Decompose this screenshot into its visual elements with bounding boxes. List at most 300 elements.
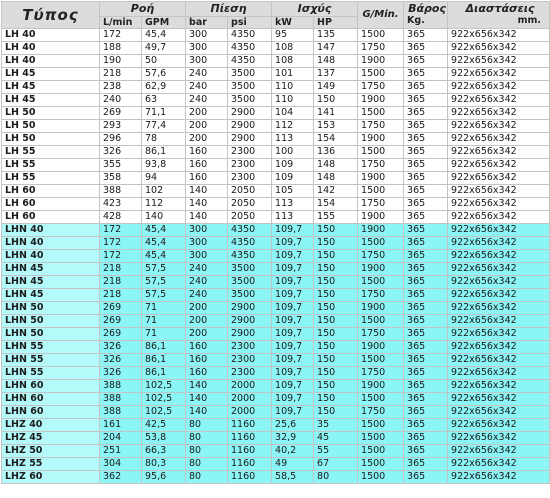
cell-weight: 365 bbox=[404, 55, 448, 68]
cell-dimensions: 922x656x342 bbox=[448, 185, 550, 198]
cell-pressure-bar: 300 bbox=[186, 237, 228, 250]
cell-pressure-psi: 1160 bbox=[228, 445, 272, 458]
cell-flow-gpm: 86,1 bbox=[142, 354, 186, 367]
cell-pressure-psi: 4350 bbox=[228, 237, 272, 250]
cell-flow-gpm: 42,5 bbox=[142, 419, 186, 432]
cell-model: LH 40 bbox=[2, 42, 100, 55]
cell-power-kw: 109,7 bbox=[272, 406, 314, 419]
cell-power-hp: 148 bbox=[314, 159, 358, 172]
cell-dimensions: 922x656x342 bbox=[448, 302, 550, 315]
cell-speed: 1900 bbox=[358, 224, 404, 237]
cell-pressure-psi: 1160 bbox=[228, 432, 272, 445]
cell-power-kw: 109,7 bbox=[272, 393, 314, 406]
cell-power-hp: 150 bbox=[314, 367, 358, 380]
cell-dimensions: 922x656x342 bbox=[448, 94, 550, 107]
cell-pressure-psi: 4350 bbox=[228, 42, 272, 55]
cell-pressure-bar: 240 bbox=[186, 94, 228, 107]
cell-pressure-psi: 2300 bbox=[228, 159, 272, 172]
cell-flow-gpm: 66,3 bbox=[142, 445, 186, 458]
cell-dimensions: 922x656x342 bbox=[448, 68, 550, 81]
cell-power-hp: 150 bbox=[314, 341, 358, 354]
cell-power-kw: 110 bbox=[272, 81, 314, 94]
cell-pressure-bar: 80 bbox=[186, 419, 228, 432]
cell-flow-lmin: 326 bbox=[100, 146, 142, 159]
cell-flow-gpm: 63 bbox=[142, 94, 186, 107]
table-row bbox=[2, 341, 550, 354]
table-row bbox=[2, 406, 550, 419]
cell-power-kw: 105 bbox=[272, 185, 314, 198]
table-row bbox=[2, 419, 550, 432]
cell-model: LH 55 bbox=[2, 172, 100, 185]
cell-model: LH 45 bbox=[2, 68, 100, 81]
header-weight-unit: Kg. bbox=[407, 15, 425, 26]
cell-pressure-psi: 4350 bbox=[228, 250, 272, 263]
cell-flow-lmin: 326 bbox=[100, 341, 142, 354]
cell-flow-lmin: 218 bbox=[100, 68, 142, 81]
cell-power-kw: 95 bbox=[272, 29, 314, 42]
cell-dimensions: 922x656x342 bbox=[448, 237, 550, 250]
cell-flow-lmin: 428 bbox=[100, 211, 142, 224]
cell-power-kw: 109,7 bbox=[272, 380, 314, 393]
cell-weight: 365 bbox=[404, 185, 448, 198]
cell-dimensions: 922x656x342 bbox=[448, 289, 550, 302]
cell-power-kw: 109,7 bbox=[272, 237, 314, 250]
cell-flow-gpm: 45,4 bbox=[142, 224, 186, 237]
cell-flow-lmin: 172 bbox=[100, 237, 142, 250]
table-row bbox=[2, 159, 550, 172]
cell-speed: 1500 bbox=[358, 107, 404, 120]
cell-flow-lmin: 355 bbox=[100, 159, 142, 172]
cell-weight: 365 bbox=[404, 198, 448, 211]
header-dimensions-label: Διαστάσεις bbox=[465, 2, 535, 15]
cell-dimensions: 922x656x342 bbox=[448, 120, 550, 133]
cell-pressure-psi: 3500 bbox=[228, 81, 272, 94]
table-row bbox=[2, 42, 550, 55]
pump-spec-table bbox=[1, 1, 550, 484]
cell-flow-gpm: 102,5 bbox=[142, 380, 186, 393]
cell-speed: 1500 bbox=[358, 29, 404, 42]
cell-power-hp: 155 bbox=[314, 211, 358, 224]
cell-pressure-psi: 2050 bbox=[228, 185, 272, 198]
cell-pressure-psi: 2000 bbox=[228, 380, 272, 393]
cell-dimensions: 922x656x342 bbox=[448, 263, 550, 276]
cell-model: LH 60 bbox=[2, 198, 100, 211]
cell-model: LH 50 bbox=[2, 133, 100, 146]
cell-flow-lmin: 326 bbox=[100, 354, 142, 367]
table-body bbox=[2, 29, 550, 484]
cell-model: LH 40 bbox=[2, 29, 100, 42]
unit-hp: HP bbox=[314, 17, 358, 29]
cell-pressure-psi: 2900 bbox=[228, 120, 272, 133]
cell-flow-gpm: 45,4 bbox=[142, 237, 186, 250]
cell-power-kw: 109,7 bbox=[272, 354, 314, 367]
cell-weight: 365 bbox=[404, 419, 448, 432]
cell-model: LHZ 55 bbox=[2, 458, 100, 471]
cell-pressure-bar: 80 bbox=[186, 445, 228, 458]
cell-speed: 1500 bbox=[358, 445, 404, 458]
header-dimensions-unit: mm. bbox=[517, 15, 542, 26]
cell-pressure-bar: 300 bbox=[186, 42, 228, 55]
unit-psi: psi bbox=[228, 17, 272, 29]
table-row bbox=[2, 224, 550, 237]
cell-weight: 365 bbox=[404, 42, 448, 55]
cell-pressure-bar: 240 bbox=[186, 81, 228, 94]
cell-flow-gpm: 102 bbox=[142, 185, 186, 198]
cell-power-hp: 150 bbox=[314, 263, 358, 276]
cell-dimensions: 922x656x342 bbox=[448, 29, 550, 42]
cell-speed: 1750 bbox=[358, 198, 404, 211]
cell-dimensions: 922x656x342 bbox=[448, 341, 550, 354]
cell-speed: 1500 bbox=[358, 419, 404, 432]
cell-power-kw: 109,7 bbox=[272, 276, 314, 289]
cell-speed: 1900 bbox=[358, 380, 404, 393]
unit-kw: kW bbox=[272, 17, 314, 29]
cell-weight: 365 bbox=[404, 432, 448, 445]
cell-power-hp: 55 bbox=[314, 445, 358, 458]
cell-model: LHN 50 bbox=[2, 328, 100, 341]
cell-weight: 365 bbox=[404, 393, 448, 406]
cell-flow-lmin: 172 bbox=[100, 250, 142, 263]
cell-power-hp: 45 bbox=[314, 432, 358, 445]
cell-flow-gpm: 71 bbox=[142, 315, 186, 328]
cell-dimensions: 922x656x342 bbox=[448, 354, 550, 367]
cell-flow-lmin: 269 bbox=[100, 328, 142, 341]
cell-power-hp: 150 bbox=[314, 406, 358, 419]
cell-model: LHN 45 bbox=[2, 276, 100, 289]
cell-flow-gpm: 57,5 bbox=[142, 263, 186, 276]
cell-model: LHZ 60 bbox=[2, 471, 100, 484]
table-row bbox=[2, 211, 550, 224]
cell-dimensions: 922x656x342 bbox=[448, 133, 550, 146]
cell-dimensions: 922x656x342 bbox=[448, 198, 550, 211]
cell-speed: 1750 bbox=[358, 328, 404, 341]
cell-speed: 1500 bbox=[358, 393, 404, 406]
cell-power-hp: 150 bbox=[314, 237, 358, 250]
cell-power-hp: 150 bbox=[314, 328, 358, 341]
cell-weight: 365 bbox=[404, 302, 448, 315]
cell-dimensions: 922x656x342 bbox=[448, 406, 550, 419]
cell-power-kw: 109 bbox=[272, 159, 314, 172]
cell-dimensions: 922x656x342 bbox=[448, 458, 550, 471]
cell-power-kw: 113 bbox=[272, 133, 314, 146]
cell-flow-gpm: 45,4 bbox=[142, 250, 186, 263]
header-pressure: Πίεση bbox=[186, 2, 272, 17]
table-row bbox=[2, 302, 550, 315]
cell-pressure-psi: 2300 bbox=[228, 341, 272, 354]
cell-power-kw: 109,7 bbox=[272, 328, 314, 341]
cell-power-kw: 108 bbox=[272, 55, 314, 68]
cell-speed: 1750 bbox=[358, 250, 404, 263]
cell-flow-lmin: 188 bbox=[100, 42, 142, 55]
cell-weight: 365 bbox=[404, 159, 448, 172]
cell-weight: 365 bbox=[404, 315, 448, 328]
table-row bbox=[2, 471, 550, 484]
cell-pressure-psi: 2050 bbox=[228, 211, 272, 224]
cell-pressure-bar: 140 bbox=[186, 380, 228, 393]
cell-pressure-psi: 2900 bbox=[228, 133, 272, 146]
cell-power-kw: 109,7 bbox=[272, 315, 314, 328]
cell-pressure-psi: 1160 bbox=[228, 458, 272, 471]
cell-model: LHN 60 bbox=[2, 393, 100, 406]
table-row bbox=[2, 367, 550, 380]
cell-flow-gpm: 57,6 bbox=[142, 68, 186, 81]
cell-power-kw: 40,2 bbox=[272, 445, 314, 458]
unit-gpm: GPM bbox=[142, 17, 186, 29]
cell-model: LHZ 45 bbox=[2, 432, 100, 445]
cell-speed: 1900 bbox=[358, 341, 404, 354]
cell-flow-lmin: 293 bbox=[100, 120, 142, 133]
cell-weight: 365 bbox=[404, 276, 448, 289]
cell-pressure-bar: 140 bbox=[186, 393, 228, 406]
cell-flow-lmin: 204 bbox=[100, 432, 142, 445]
cell-weight: 365 bbox=[404, 328, 448, 341]
cell-model: LHN 40 bbox=[2, 250, 100, 263]
cell-pressure-bar: 80 bbox=[186, 471, 228, 484]
cell-weight: 365 bbox=[404, 146, 448, 159]
cell-speed: 1750 bbox=[358, 406, 404, 419]
header-weight-label: Βάρος bbox=[408, 2, 446, 15]
cell-dimensions: 922x656x342 bbox=[448, 211, 550, 224]
cell-speed: 1500 bbox=[358, 237, 404, 250]
cell-pressure-psi: 1160 bbox=[228, 419, 272, 432]
cell-dimensions: 922x656x342 bbox=[448, 393, 550, 406]
cell-power-kw: 110 bbox=[272, 94, 314, 107]
cell-speed: 1500 bbox=[358, 276, 404, 289]
cell-power-hp: 136 bbox=[314, 146, 358, 159]
table-row bbox=[2, 315, 550, 328]
cell-power-kw: 109,7 bbox=[272, 341, 314, 354]
table-row bbox=[2, 380, 550, 393]
cell-dimensions: 922x656x342 bbox=[448, 159, 550, 172]
cell-pressure-bar: 160 bbox=[186, 172, 228, 185]
table-row bbox=[2, 107, 550, 120]
cell-pressure-psi: 4350 bbox=[228, 29, 272, 42]
cell-model: LHN 55 bbox=[2, 341, 100, 354]
cell-speed: 1750 bbox=[358, 289, 404, 302]
cell-speed: 1750 bbox=[358, 159, 404, 172]
table-row bbox=[2, 172, 550, 185]
cell-weight: 365 bbox=[404, 341, 448, 354]
cell-flow-lmin: 269 bbox=[100, 302, 142, 315]
cell-flow-lmin: 269 bbox=[100, 107, 142, 120]
cell-model: LH 55 bbox=[2, 159, 100, 172]
cell-dimensions: 922x656x342 bbox=[448, 471, 550, 484]
cell-pressure-psi: 2900 bbox=[228, 315, 272, 328]
header-flow: Ροή bbox=[100, 2, 186, 17]
header-speed: G/Min. bbox=[358, 2, 404, 29]
cell-pressure-bar: 160 bbox=[186, 354, 228, 367]
table-row bbox=[2, 432, 550, 445]
cell-speed: 1500 bbox=[358, 146, 404, 159]
table-row bbox=[2, 445, 550, 458]
cell-pressure-bar: 200 bbox=[186, 328, 228, 341]
cell-speed: 1900 bbox=[358, 94, 404, 107]
cell-power-kw: 32,9 bbox=[272, 432, 314, 445]
cell-model: LH 60 bbox=[2, 211, 100, 224]
cell-flow-lmin: 388 bbox=[100, 406, 142, 419]
cell-power-kw: 109,7 bbox=[272, 263, 314, 276]
cell-weight: 365 bbox=[404, 289, 448, 302]
cell-flow-lmin: 172 bbox=[100, 224, 142, 237]
cell-weight: 365 bbox=[404, 263, 448, 276]
cell-pressure-psi: 2300 bbox=[228, 354, 272, 367]
cell-flow-lmin: 296 bbox=[100, 133, 142, 146]
table-row bbox=[2, 185, 550, 198]
cell-flow-gpm: 45,4 bbox=[142, 29, 186, 42]
cell-pressure-psi: 1160 bbox=[228, 471, 272, 484]
cell-pressure-bar: 240 bbox=[186, 68, 228, 81]
cell-flow-gpm: 112 bbox=[142, 198, 186, 211]
cell-dimensions: 922x656x342 bbox=[448, 380, 550, 393]
cell-dimensions: 922x656x342 bbox=[448, 328, 550, 341]
table-row bbox=[2, 146, 550, 159]
cell-power-hp: 153 bbox=[314, 120, 358, 133]
cell-power-kw: 108 bbox=[272, 42, 314, 55]
cell-flow-lmin: 172 bbox=[100, 29, 142, 42]
cell-power-kw: 112 bbox=[272, 120, 314, 133]
cell-weight: 365 bbox=[404, 107, 448, 120]
cell-speed: 1750 bbox=[358, 120, 404, 133]
cell-pressure-psi: 2000 bbox=[228, 406, 272, 419]
cell-pressure-psi: 2300 bbox=[228, 146, 272, 159]
cell-power-hp: 150 bbox=[314, 224, 358, 237]
cell-speed: 1900 bbox=[358, 302, 404, 315]
cell-dimensions: 922x656x342 bbox=[448, 146, 550, 159]
table-row bbox=[2, 250, 550, 263]
cell-speed: 1750 bbox=[358, 81, 404, 94]
cell-pressure-psi: 2900 bbox=[228, 107, 272, 120]
cell-pressure-bar: 200 bbox=[186, 315, 228, 328]
cell-model: LH 50 bbox=[2, 120, 100, 133]
cell-speed: 1500 bbox=[358, 471, 404, 484]
cell-dimensions: 922x656x342 bbox=[448, 224, 550, 237]
cell-weight: 365 bbox=[404, 81, 448, 94]
cell-pressure-bar: 160 bbox=[186, 367, 228, 380]
cell-flow-lmin: 304 bbox=[100, 458, 142, 471]
cell-model: LHN 45 bbox=[2, 289, 100, 302]
cell-speed: 1500 bbox=[358, 68, 404, 81]
cell-power-hp: 150 bbox=[314, 354, 358, 367]
cell-dimensions: 922x656x342 bbox=[448, 81, 550, 94]
cell-speed: 1900 bbox=[358, 55, 404, 68]
unit-lmin: L/min bbox=[100, 17, 142, 29]
cell-power-kw: 49 bbox=[272, 458, 314, 471]
cell-pressure-bar: 160 bbox=[186, 146, 228, 159]
cell-power-hp: 141 bbox=[314, 107, 358, 120]
cell-speed: 1500 bbox=[358, 432, 404, 445]
table-row bbox=[2, 68, 550, 81]
cell-pressure-bar: 160 bbox=[186, 341, 228, 354]
cell-flow-lmin: 238 bbox=[100, 81, 142, 94]
cell-model: LHN 55 bbox=[2, 367, 100, 380]
cell-weight: 365 bbox=[404, 250, 448, 263]
cell-speed: 1500 bbox=[358, 458, 404, 471]
cell-pressure-bar: 240 bbox=[186, 276, 228, 289]
cell-power-hp: 150 bbox=[314, 393, 358, 406]
cell-flow-gpm: 102,5 bbox=[142, 393, 186, 406]
cell-power-kw: 58,5 bbox=[272, 471, 314, 484]
table-row bbox=[2, 81, 550, 94]
cell-flow-gpm: 78 bbox=[142, 133, 186, 146]
cell-flow-gpm: 50 bbox=[142, 55, 186, 68]
cell-speed: 1750 bbox=[358, 367, 404, 380]
cell-flow-lmin: 218 bbox=[100, 276, 142, 289]
cell-flow-lmin: 388 bbox=[100, 185, 142, 198]
cell-pressure-bar: 140 bbox=[186, 406, 228, 419]
cell-pressure-bar: 240 bbox=[186, 289, 228, 302]
cell-speed: 1750 bbox=[358, 42, 404, 55]
cell-power-kw: 101 bbox=[272, 68, 314, 81]
table-row bbox=[2, 237, 550, 250]
cell-power-hp: 137 bbox=[314, 68, 358, 81]
table-row bbox=[2, 133, 550, 146]
cell-dimensions: 922x656x342 bbox=[448, 432, 550, 445]
table-row bbox=[2, 55, 550, 68]
cell-power-kw: 25,6 bbox=[272, 419, 314, 432]
cell-power-hp: 149 bbox=[314, 81, 358, 94]
cell-power-hp: 147 bbox=[314, 42, 358, 55]
cell-model: LHN 45 bbox=[2, 263, 100, 276]
cell-speed: 1900 bbox=[358, 263, 404, 276]
cell-power-hp: 35 bbox=[314, 419, 358, 432]
cell-pressure-psi: 3500 bbox=[228, 68, 272, 81]
cell-power-hp: 150 bbox=[314, 250, 358, 263]
cell-flow-lmin: 362 bbox=[100, 471, 142, 484]
cell-flow-lmin: 218 bbox=[100, 289, 142, 302]
cell-speed: 1900 bbox=[358, 211, 404, 224]
cell-pressure-psi: 2000 bbox=[228, 393, 272, 406]
cell-flow-gpm: 86,1 bbox=[142, 146, 186, 159]
cell-flow-gpm: 57,5 bbox=[142, 289, 186, 302]
cell-pressure-psi: 2900 bbox=[228, 302, 272, 315]
cell-pressure-bar: 300 bbox=[186, 29, 228, 42]
cell-pressure-bar: 300 bbox=[186, 55, 228, 68]
cell-power-kw: 113 bbox=[272, 211, 314, 224]
table-row bbox=[2, 29, 550, 42]
cell-pressure-bar: 200 bbox=[186, 302, 228, 315]
cell-weight: 365 bbox=[404, 471, 448, 484]
cell-flow-lmin: 190 bbox=[100, 55, 142, 68]
cell-dimensions: 922x656x342 bbox=[448, 315, 550, 328]
cell-weight: 365 bbox=[404, 224, 448, 237]
cell-pressure-bar: 140 bbox=[186, 211, 228, 224]
cell-flow-lmin: 240 bbox=[100, 94, 142, 107]
cell-model: LHN 40 bbox=[2, 224, 100, 237]
cell-pressure-psi: 3500 bbox=[228, 263, 272, 276]
cell-flow-gpm: 53,8 bbox=[142, 432, 186, 445]
cell-flow-gpm: 86,1 bbox=[142, 367, 186, 380]
cell-weight: 365 bbox=[404, 367, 448, 380]
table-row bbox=[2, 289, 550, 302]
cell-power-hp: 142 bbox=[314, 185, 358, 198]
cell-pressure-bar: 200 bbox=[186, 107, 228, 120]
table-row bbox=[2, 393, 550, 406]
cell-power-kw: 109 bbox=[272, 172, 314, 185]
cell-model: LH 60 bbox=[2, 185, 100, 198]
cell-power-hp: 135 bbox=[314, 29, 358, 42]
cell-model: LHN 60 bbox=[2, 380, 100, 393]
cell-flow-gpm: 77,4 bbox=[142, 120, 186, 133]
cell-power-kw: 109,7 bbox=[272, 367, 314, 380]
cell-model: LH 40 bbox=[2, 55, 100, 68]
cell-speed: 1900 bbox=[358, 133, 404, 146]
cell-flow-gpm: 71 bbox=[142, 302, 186, 315]
cell-power-hp: 150 bbox=[314, 302, 358, 315]
cell-flow-lmin: 161 bbox=[100, 419, 142, 432]
cell-power-hp: 150 bbox=[314, 289, 358, 302]
cell-pressure-bar: 200 bbox=[186, 120, 228, 133]
header-dimensions bbox=[448, 2, 550, 29]
